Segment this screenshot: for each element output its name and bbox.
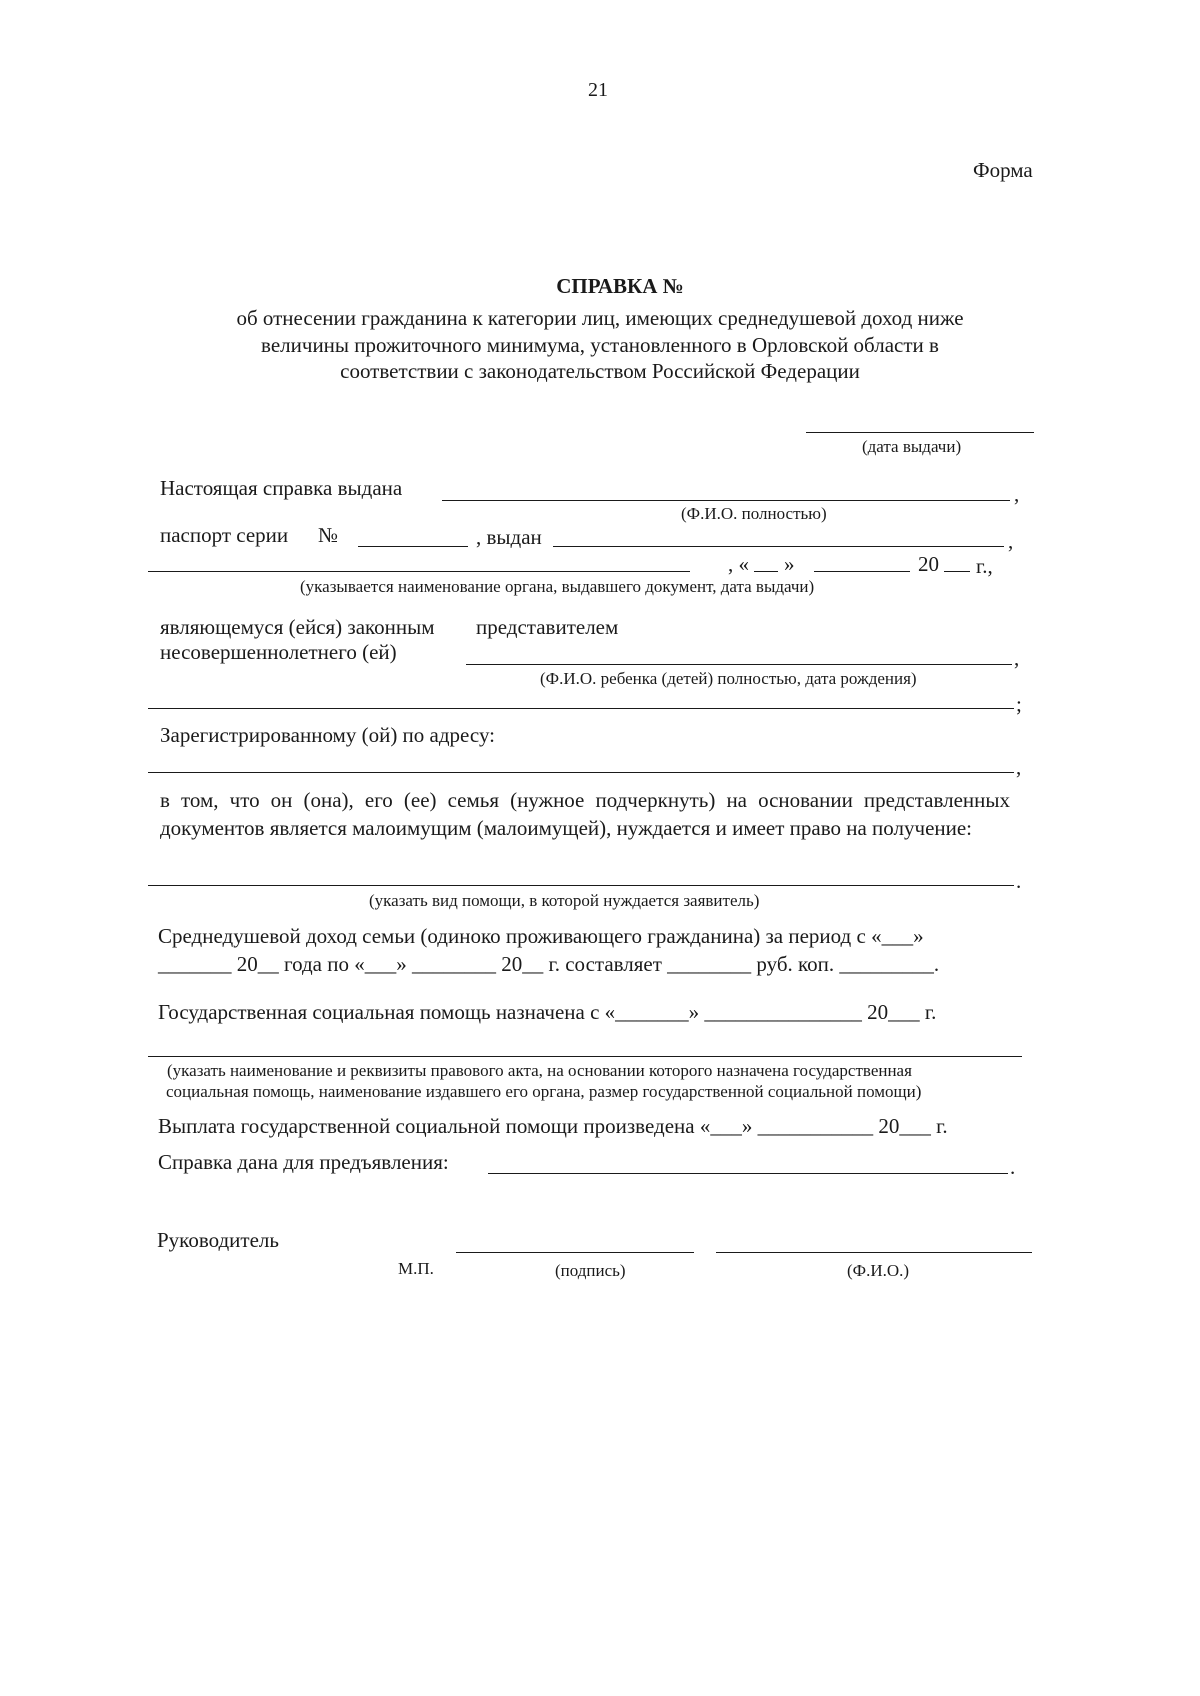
form-label: Форма	[973, 158, 1033, 182]
passport-comma: ,	[1008, 529, 1014, 553]
child-name-line	[466, 664, 1012, 665]
passport-caption: (указывается наименование органа, выдавшего документ, дата выдачи)	[300, 577, 815, 596]
passport-date-open: , «	[728, 552, 749, 576]
issued-to-comma: ,	[1014, 482, 1020, 506]
passport-series-label: паспорт серии	[160, 523, 289, 547]
issue-date-line	[806, 432, 1034, 433]
presentation-label: Справка дана для предъявления:	[158, 1150, 449, 1174]
income-line-1: Среднедушевой доход семьи (одиноко проживающего гражданина) за период с «___»	[158, 924, 924, 948]
presentation-period: .	[1010, 1155, 1016, 1179]
child-name-line-2	[148, 708, 1014, 709]
full-name-caption: (Ф.И.О. полностью)	[681, 504, 827, 523]
aid-assigned-line: Государственная социальная помощь назначена с «_______» _______________ 20___ г.	[158, 1000, 937, 1024]
signature-line	[456, 1252, 694, 1253]
issued-to-label: Настоящая справка выдана	[160, 476, 403, 500]
passport-year-line	[944, 571, 970, 572]
signature-caption: (подпись)	[555, 1261, 626, 1280]
passport-issuer-line-2	[148, 571, 690, 572]
passport-issued-by-label: , выдан	[476, 525, 542, 549]
subtitle-line-3: соответствии с законодательством Российской Федерации	[340, 359, 860, 383]
minor-label: несовершеннолетнего (ей)	[160, 640, 397, 664]
representative-semicolon: ;	[1016, 692, 1022, 716]
presentation-line	[488, 1173, 1008, 1174]
issue-date-caption: (дата выдачи)	[862, 437, 962, 456]
representative-word: представителем	[476, 615, 619, 639]
legal-caption-line-1: (указать наименование и реквизиты правового акта, на основании которого назначена государственная	[167, 1061, 912, 1080]
address-comma: ,	[1016, 755, 1022, 779]
passport-number-line	[358, 546, 468, 547]
passport-day-line	[754, 571, 778, 572]
passport-issuer-line	[553, 546, 1004, 547]
address-label: Зарегистрированному (ой) по адресу:	[160, 723, 495, 747]
head-name-caption: (Ф.И.О.)	[847, 1261, 910, 1280]
subtitle-line-2: величины прожиточного минимума, установленного в Орловской области в	[261, 333, 939, 357]
page-number: 21	[588, 79, 608, 101]
head-name-line	[716, 1252, 1032, 1253]
subtitle-line-1: об отнесении гражданина к категории лиц, имеющих среднедушевой доход ниже	[236, 306, 964, 330]
address-line	[148, 772, 1014, 773]
status-paragraph: в том, что он (она), его (ее) семья (нужное подчеркнуть) на основании представленных документов является малоимущим (малоимущей), нуждается и имеет право на получение:	[160, 788, 1010, 840]
passport-date-close: »	[784, 552, 795, 576]
aid-type-line	[148, 885, 1014, 886]
income-line-2: _______ 20__ года по «___» ________ 20__ г. составляет ________ руб. коп. _________.	[158, 952, 940, 976]
document-title: СПРАВКА №	[556, 274, 684, 298]
passport-number-sign: №	[318, 523, 339, 547]
passport-year-suffix: г.,	[976, 554, 993, 578]
passport-month-line	[814, 571, 910, 572]
head-label: Руководитель	[157, 1228, 279, 1252]
payment-line: Выплата государственной социальной помощи произведена «___» ___________ 20___ г.	[158, 1114, 948, 1138]
legal-act-line	[148, 1056, 1022, 1057]
full-name-line	[442, 500, 1010, 501]
aid-type-period: .	[1016, 869, 1022, 893]
passport-year-prefix: 20	[918, 552, 939, 576]
aid-type-caption: (указать вид помощи, в которой нуждается заявитель)	[369, 891, 760, 910]
stamp-label: М.П.	[398, 1259, 434, 1278]
representative-comma: ,	[1014, 646, 1020, 670]
child-caption: (Ф.И.О. ребенка (детей) полностью, дата рождения)	[540, 669, 917, 688]
legal-caption-line-2: социальная помощь, наименование издавшего его органа, размер государственной социальной помощи)	[166, 1082, 922, 1101]
representative-label: являющемуся (ейся) законным	[160, 615, 435, 639]
